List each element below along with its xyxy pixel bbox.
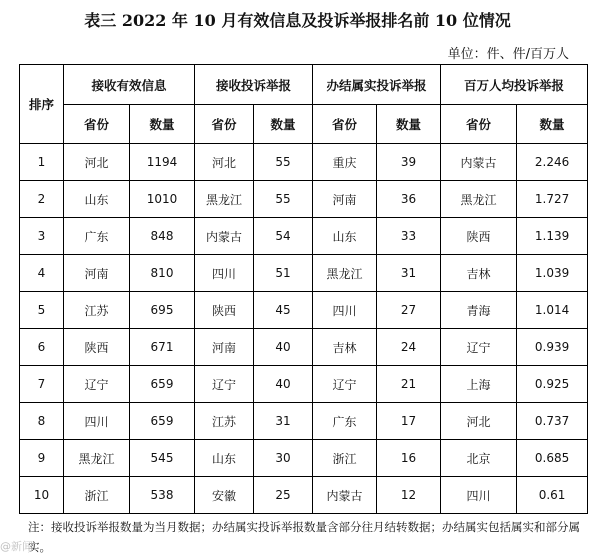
- rank-cell: 6: [20, 329, 64, 366]
- count-cell: 54: [254, 218, 313, 255]
- province-cell: 陕西: [195, 292, 254, 329]
- province-cell: 河北: [195, 144, 254, 181]
- group-header-verified-complaints: 办结属实投诉举报: [313, 65, 441, 105]
- rank-cell: 9: [20, 440, 64, 477]
- province-cell: 河南: [313, 181, 377, 218]
- count-cell: 1.039: [517, 255, 588, 292]
- table-row: [20, 366, 588, 403]
- province-cell: 北京: [441, 440, 517, 477]
- count-cell: 12: [377, 477, 441, 514]
- watermark: @新闻: [0, 540, 33, 553]
- province-cell: 广东: [64, 218, 130, 255]
- province-cell: 青海: [441, 292, 517, 329]
- count-cell: 0.685: [517, 440, 588, 477]
- rank-header: 排序: [20, 65, 64, 144]
- count-cell: 695: [130, 292, 195, 329]
- ranking-table: [19, 64, 588, 514]
- count-cell: 55: [254, 144, 313, 181]
- count-cell: 17: [377, 403, 441, 440]
- header-row-sub: [20, 105, 588, 144]
- count-cell: 40: [254, 366, 313, 403]
- count-cell: 39: [377, 144, 441, 181]
- rank-cell: 5: [20, 292, 64, 329]
- count-cell: 545: [130, 440, 195, 477]
- sub-header-province: 省份: [441, 105, 517, 144]
- province-cell: 辽宁: [441, 329, 517, 366]
- province-cell: 内蒙古: [195, 218, 254, 255]
- count-cell: 51: [254, 255, 313, 292]
- province-cell: 河南: [64, 255, 130, 292]
- count-cell: 0.737: [517, 403, 588, 440]
- rank-cell: 1: [20, 144, 64, 181]
- table-row: [20, 403, 588, 440]
- table-row: [20, 292, 588, 329]
- group-header-valid-info: 接收有效信息: [64, 65, 195, 105]
- count-cell: 21: [377, 366, 441, 403]
- province-cell: 山东: [195, 440, 254, 477]
- count-cell: 0.925: [517, 366, 588, 403]
- table-row: [20, 144, 588, 181]
- table-row: [20, 329, 588, 366]
- count-cell: 1.139: [517, 218, 588, 255]
- count-cell: 30: [254, 440, 313, 477]
- footnote: 注：接收投诉举报数量为当月数据；办结属实投诉举报数量含部分往月结转数据；办结属实包括属实和部分属实。: [28, 520, 580, 554]
- province-cell: 四川: [441, 477, 517, 514]
- count-cell: 2.246: [517, 144, 588, 181]
- count-cell: 40: [254, 329, 313, 366]
- rank-cell: 3: [20, 218, 64, 255]
- count-cell: 1.727: [517, 181, 588, 218]
- header-row-groups: [20, 65, 588, 105]
- province-cell: 黑龙江: [313, 255, 377, 292]
- province-cell: 黑龙江: [441, 181, 517, 218]
- province-cell: 辽宁: [313, 366, 377, 403]
- province-cell: 内蒙古: [441, 144, 517, 181]
- count-cell: 24: [377, 329, 441, 366]
- table-row: [20, 181, 588, 218]
- province-cell: 上海: [441, 366, 517, 403]
- rank-cell: 2: [20, 181, 64, 218]
- province-cell: 安徽: [195, 477, 254, 514]
- count-cell: 848: [130, 218, 195, 255]
- count-cell: 538: [130, 477, 195, 514]
- province-cell: 陕西: [64, 329, 130, 366]
- province-cell: 辽宁: [64, 366, 130, 403]
- rank-cell: 7: [20, 366, 64, 403]
- table-body: [20, 144, 588, 514]
- province-cell: 山东: [64, 181, 130, 218]
- count-cell: 31: [254, 403, 313, 440]
- province-cell: 吉林: [441, 255, 517, 292]
- unit-label: 单位：件、件/百万人: [447, 47, 569, 62]
- sub-header-count: 数量: [130, 105, 195, 144]
- province-cell: 广东: [313, 403, 377, 440]
- table-row: [20, 477, 588, 514]
- count-cell: 671: [130, 329, 195, 366]
- province-cell: 山东: [313, 218, 377, 255]
- count-cell: 1.014: [517, 292, 588, 329]
- count-cell: 659: [130, 403, 195, 440]
- count-cell: 33: [377, 218, 441, 255]
- count-cell: 55: [254, 181, 313, 218]
- count-cell: 0.61: [517, 477, 588, 514]
- count-cell: 810: [130, 255, 195, 292]
- table-row: [20, 218, 588, 255]
- province-cell: 四川: [195, 255, 254, 292]
- sub-header-count: 数量: [254, 105, 313, 144]
- province-cell: 河南: [195, 329, 254, 366]
- group-header-complaints-received: 接收投诉举报: [195, 65, 313, 105]
- count-cell: 45: [254, 292, 313, 329]
- province-cell: 浙江: [64, 477, 130, 514]
- province-cell: 四川: [64, 403, 130, 440]
- count-cell: 659: [130, 366, 195, 403]
- count-cell: 25: [254, 477, 313, 514]
- province-cell: 吉林: [313, 329, 377, 366]
- province-cell: 浙江: [313, 440, 377, 477]
- province-cell: 陕西: [441, 218, 517, 255]
- count-cell: 16: [377, 440, 441, 477]
- province-cell: 黑龙江: [195, 181, 254, 218]
- count-cell: 27: [377, 292, 441, 329]
- sub-header-count: 数量: [377, 105, 441, 144]
- sub-header-province: 省份: [313, 105, 377, 144]
- province-cell: 江苏: [64, 292, 130, 329]
- province-cell: 黑龙江: [64, 440, 130, 477]
- table-row: [20, 440, 588, 477]
- sub-header-count: 数量: [517, 105, 588, 144]
- province-cell: 河北: [441, 403, 517, 440]
- sub-header-province: 省份: [195, 105, 254, 144]
- province-cell: 河北: [64, 144, 130, 181]
- province-cell: 内蒙古: [313, 477, 377, 514]
- count-cell: 1010: [130, 181, 195, 218]
- rank-cell: 8: [20, 403, 64, 440]
- province-cell: 江苏: [195, 403, 254, 440]
- group-header-per-million: 百万人均投诉举报: [441, 65, 588, 105]
- province-cell: 辽宁: [195, 366, 254, 403]
- table-title: 表三 2022 年 10 月有效信息及投诉举报排名前 10 位情况: [84, 11, 511, 30]
- count-cell: 1194: [130, 144, 195, 181]
- rank-cell: 10: [20, 477, 64, 514]
- count-cell: 31: [377, 255, 441, 292]
- count-cell: 0.939: [517, 329, 588, 366]
- rank-cell: 4: [20, 255, 64, 292]
- count-cell: 36: [377, 181, 441, 218]
- sub-header-province: 省份: [64, 105, 130, 144]
- table-row: [20, 255, 588, 292]
- province-cell: 重庆: [313, 144, 377, 181]
- province-cell: 四川: [313, 292, 377, 329]
